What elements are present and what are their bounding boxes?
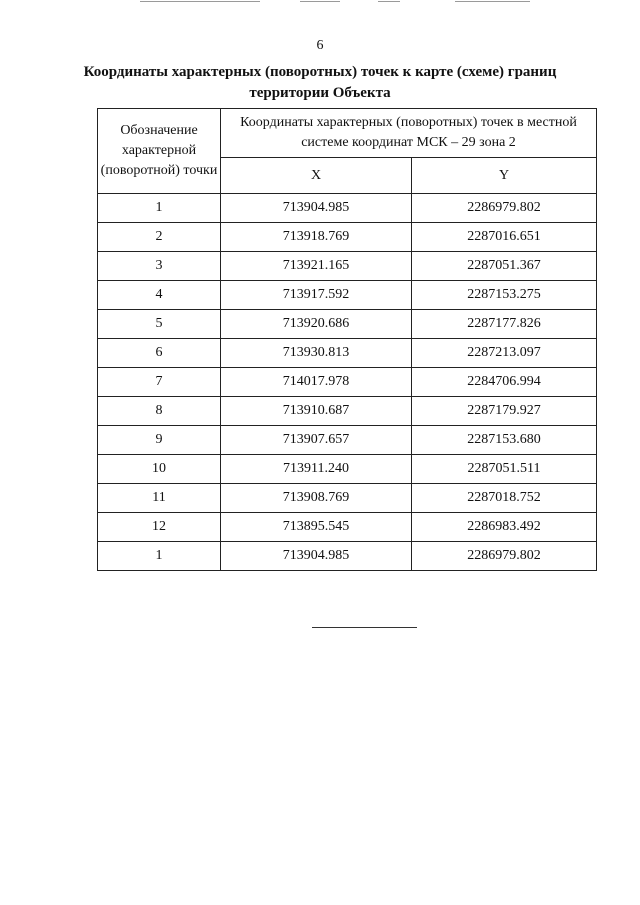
x-cell: 713921.165: [221, 252, 412, 281]
table-body: [98, 194, 597, 571]
table-row: [98, 513, 597, 542]
x-cell: 713911.240: [221, 455, 412, 484]
x-cell: 713904.985: [221, 542, 412, 571]
title-line-2: территории Объекта: [249, 85, 391, 101]
point-cell: 4: [98, 281, 221, 310]
x-cell: 713910.687: [221, 397, 412, 426]
table-row: [98, 194, 597, 223]
point-cell: 11: [98, 484, 221, 513]
point-cell: 8: [98, 397, 221, 426]
table-row: [98, 397, 597, 426]
header-y: Y: [412, 158, 597, 194]
x-cell: 713908.769: [221, 484, 412, 513]
table-row: [98, 426, 597, 455]
y-cell: 2287018.752: [412, 484, 597, 513]
x-cell: 713918.769: [221, 223, 412, 252]
x-cell: 713904.985: [221, 194, 412, 223]
point-cell: 3: [98, 252, 221, 281]
x-cell: 713917.592: [221, 281, 412, 310]
y-cell: 2287051.511: [412, 455, 597, 484]
table-row: [98, 281, 597, 310]
table-row: [98, 310, 597, 339]
header-x: X: [221, 158, 412, 194]
point-cell: 1: [98, 194, 221, 223]
table-row: [98, 368, 597, 397]
coordinates-table: [97, 108, 597, 571]
y-cell: 2287153.275: [412, 281, 597, 310]
point-cell: 9: [98, 426, 221, 455]
x-cell: 713930.813: [221, 339, 412, 368]
y-cell: 2287051.367: [412, 252, 597, 281]
point-cell: 12: [98, 513, 221, 542]
table-row: [98, 484, 597, 513]
document-title: [80, 62, 560, 104]
y-cell: 2287016.651: [412, 223, 597, 252]
point-cell: 6: [98, 339, 221, 368]
table-row: [98, 339, 597, 368]
y-cell: 2286979.802: [412, 542, 597, 571]
point-cell: 10: [98, 455, 221, 484]
page-number: 6: [316, 38, 324, 53]
title-line-1: Координаты характерных (поворотных) точек к карте (схеме) границ: [83, 64, 557, 80]
y-cell: 2287177.826: [412, 310, 597, 339]
footer-rule: [312, 627, 417, 628]
y-cell: 2287179.927: [412, 397, 597, 426]
point-cell: 1: [98, 542, 221, 571]
point-cell: 5: [98, 310, 221, 339]
y-cell: 2286979.802: [412, 194, 597, 223]
header-point-designation: Обозначение характерной (поворотной) точки: [98, 109, 221, 194]
point-cell: 7: [98, 368, 221, 397]
point-cell: 2: [98, 223, 221, 252]
table-row: [98, 223, 597, 252]
table-row: [98, 542, 597, 571]
y-cell: 2284706.994: [412, 368, 597, 397]
x-cell: 713920.686: [221, 310, 412, 339]
x-cell: 714017.978: [221, 368, 412, 397]
scan-edge-marks: [0, 0, 640, 4]
y-cell: 2287153.680: [412, 426, 597, 455]
y-cell: 2286983.492: [412, 513, 597, 542]
table-row: [98, 455, 597, 484]
x-cell: 713907.657: [221, 426, 412, 455]
table-row: [98, 252, 597, 281]
x-cell: 713895.545: [221, 513, 412, 542]
table-header-row: [98, 109, 597, 158]
header-coordinates-system: Координаты характерных (поворотных) точек в местной системе координат МСК – 29 зона 2: [221, 109, 597, 158]
y-cell: 2287213.097: [412, 339, 597, 368]
